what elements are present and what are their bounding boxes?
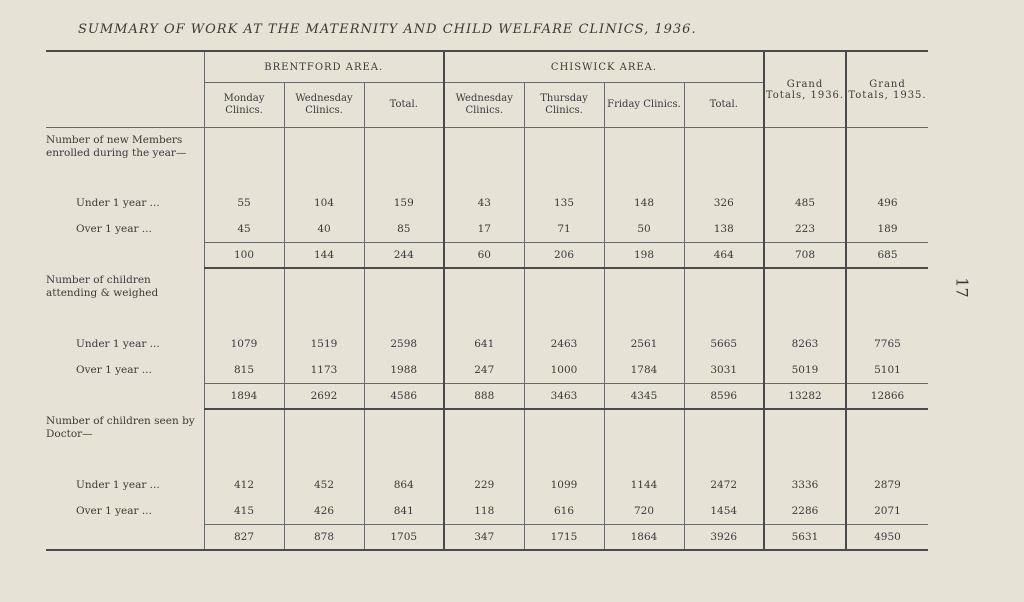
row-label: Over 1 year ...	[76, 505, 152, 518]
page-number: 17	[952, 277, 972, 298]
header-brentford-area: BRENTFORD AREA.	[204, 52, 444, 83]
total-cell: 1864	[604, 525, 684, 550]
empty-cell	[444, 268, 524, 331]
total-cell: 144	[284, 243, 364, 269]
total-cell: 3463	[524, 384, 604, 410]
table-cell: 841	[364, 498, 444, 525]
empty-cell	[284, 268, 364, 331]
total-cell: 827	[204, 525, 284, 550]
table-cell: 2286	[764, 498, 846, 525]
row-label: Over 1 year ...	[76, 364, 152, 377]
empty-cell	[364, 128, 444, 191]
table-cell: 55	[204, 190, 284, 216]
table-cell: 43	[444, 190, 524, 216]
section-label: Number of children seen by Doctor—	[46, 415, 195, 440]
table-cell: 2463	[524, 331, 604, 357]
header-grand-totals-1935: Grand Totals, 1935.	[846, 52, 928, 128]
table-cell: 2598	[364, 331, 444, 357]
empty-cell	[444, 128, 524, 191]
header-total-chiswick: Total.	[684, 83, 764, 128]
header-total-brentford: Total.	[364, 83, 444, 128]
table-cell: 1784	[604, 357, 684, 384]
total-cell: 3926	[684, 525, 764, 550]
total-row	[46, 243, 928, 269]
table-cell: 1173	[284, 357, 364, 384]
table-cell: 415	[204, 498, 284, 525]
table-cell: 159	[364, 190, 444, 216]
empty-cell	[204, 268, 284, 331]
header-wednesday-clinics-brentford: Wednesday Clinics.	[284, 83, 364, 128]
total-label-blank	[46, 384, 204, 410]
table-cell: 7765	[846, 331, 928, 357]
total-row	[46, 384, 928, 410]
total-cell: 347	[444, 525, 524, 550]
empty-cell	[364, 268, 444, 331]
total-label-blank	[46, 525, 204, 550]
total-cell: 2692	[284, 384, 364, 410]
empty-cell	[444, 409, 524, 472]
empty-cell	[204, 409, 284, 472]
empty-cell	[684, 268, 764, 331]
row-label: Over 1 year ...	[76, 223, 152, 236]
empty-cell	[764, 268, 846, 331]
table-cell: 2561	[604, 331, 684, 357]
header-thursday-clinics: Thursday Clinics.	[524, 83, 604, 128]
row-label: Under 1 year ...	[76, 197, 160, 209]
empty-cell	[524, 409, 604, 472]
table-cell: 5665	[684, 331, 764, 357]
empty-cell	[284, 128, 364, 191]
table-cell: 1099	[524, 472, 604, 498]
header-monday-clinics: Monday Clinics.	[204, 83, 284, 128]
total-cell: 1705	[364, 525, 444, 550]
table-cell: 641	[444, 331, 524, 357]
empty-cell	[684, 128, 764, 191]
empty-cell	[846, 268, 928, 331]
table-cell: 138	[684, 216, 764, 243]
empty-cell	[846, 128, 928, 191]
total-cell: 5631	[764, 525, 846, 550]
total-row	[46, 525, 928, 550]
empty-cell	[604, 409, 684, 472]
empty-cell	[604, 268, 684, 331]
table-cell: 50	[604, 216, 684, 243]
empty-cell	[604, 128, 684, 191]
empty-cell	[364, 409, 444, 472]
empty-cell	[524, 268, 604, 331]
section-heading-row	[46, 409, 928, 472]
table-cell: 17	[444, 216, 524, 243]
table-cell: 40	[284, 216, 364, 243]
header-chiswick-area: CHISWICK AREA.	[444, 52, 764, 83]
table-cell: 229	[444, 472, 524, 498]
table-cell: 5101	[846, 357, 928, 384]
table-cell: 1144	[604, 472, 684, 498]
total-cell: 4586	[364, 384, 444, 410]
total-cell: 685	[846, 243, 928, 269]
table-cell: 1454	[684, 498, 764, 525]
row-label: Under 1 year ...	[76, 338, 160, 350]
header-wednesday-clinics-chiswick: Wednesday Clinics.	[444, 83, 524, 128]
total-label-blank	[46, 243, 204, 269]
table-row	[46, 331, 928, 357]
table-cell: 864	[364, 472, 444, 498]
summary-table	[46, 50, 928, 551]
header-friday-clinics: Friday Clinics.	[604, 83, 684, 128]
empty-cell	[684, 409, 764, 472]
table-row	[46, 357, 928, 384]
total-cell: 60	[444, 243, 524, 269]
table-cell: 8263	[764, 331, 846, 357]
empty-cell	[764, 409, 846, 472]
table-row	[46, 472, 928, 498]
total-cell: 8596	[684, 384, 764, 410]
table-cell: 45	[204, 216, 284, 243]
header-blank	[46, 52, 204, 83]
total-cell: 878	[284, 525, 364, 550]
section-label: Number of children attending & weighed	[46, 274, 159, 299]
total-cell: 4345	[604, 384, 684, 410]
table-cell: 412	[204, 472, 284, 498]
table-cell: 496	[846, 190, 928, 216]
empty-cell	[846, 409, 928, 472]
section-heading-row	[46, 128, 928, 191]
table-row	[46, 190, 928, 216]
total-cell: 244	[364, 243, 444, 269]
total-cell: 888	[444, 384, 524, 410]
table-cell: 247	[444, 357, 524, 384]
table-cell: 815	[204, 357, 284, 384]
table-cell: 135	[524, 190, 604, 216]
section-label: Number of new Members enrolled during the year—	[46, 134, 187, 159]
table-cell: 485	[764, 190, 846, 216]
total-cell: 100	[204, 243, 284, 269]
section-heading-row	[46, 268, 928, 331]
total-cell: 4950	[846, 525, 928, 550]
empty-cell	[764, 128, 846, 191]
total-cell: 13282	[764, 384, 846, 410]
table-cell: 189	[846, 216, 928, 243]
table-cell: 1988	[364, 357, 444, 384]
total-cell: 1715	[524, 525, 604, 550]
total-cell: 464	[684, 243, 764, 269]
table-cell: 2071	[846, 498, 928, 525]
table-cell: 71	[524, 216, 604, 243]
table-cell: 1519	[284, 331, 364, 357]
page-title: SUMMARY OF WORK AT THE MATERNITY AND CHILD WELFARE CLINICS, 1936.	[78, 22, 697, 37]
table-cell: 3031	[684, 357, 764, 384]
table-cell: 118	[444, 498, 524, 525]
table-cell: 104	[284, 190, 364, 216]
table-cell: 426	[284, 498, 364, 525]
table-cell: 2879	[846, 472, 928, 498]
total-cell: 206	[524, 243, 604, 269]
total-cell: 1894	[204, 384, 284, 410]
table-cell: 85	[364, 216, 444, 243]
table-cell: 3336	[764, 472, 846, 498]
row-label: Under 1 year ...	[76, 479, 160, 491]
total-cell: 708	[764, 243, 846, 269]
table-cell: 452	[284, 472, 364, 498]
table-row	[46, 498, 928, 525]
header-blank-2	[46, 83, 204, 128]
total-cell: 198	[604, 243, 684, 269]
table-cell: 1000	[524, 357, 604, 384]
empty-cell	[284, 409, 364, 472]
table-row	[46, 216, 928, 243]
empty-cell	[524, 128, 604, 191]
table-cell: 616	[524, 498, 604, 525]
table-cell: 223	[764, 216, 846, 243]
table-cell: 1079	[204, 331, 284, 357]
table-cell: 2472	[684, 472, 764, 498]
table-cell: 148	[604, 190, 684, 216]
table-cell: 5019	[764, 357, 846, 384]
table-cell: 326	[684, 190, 764, 216]
total-cell: 12866	[846, 384, 928, 410]
empty-cell	[204, 128, 284, 191]
table-cell: 720	[604, 498, 684, 525]
header-grand-totals-1936: Grand Totals, 1936.	[764, 52, 846, 128]
